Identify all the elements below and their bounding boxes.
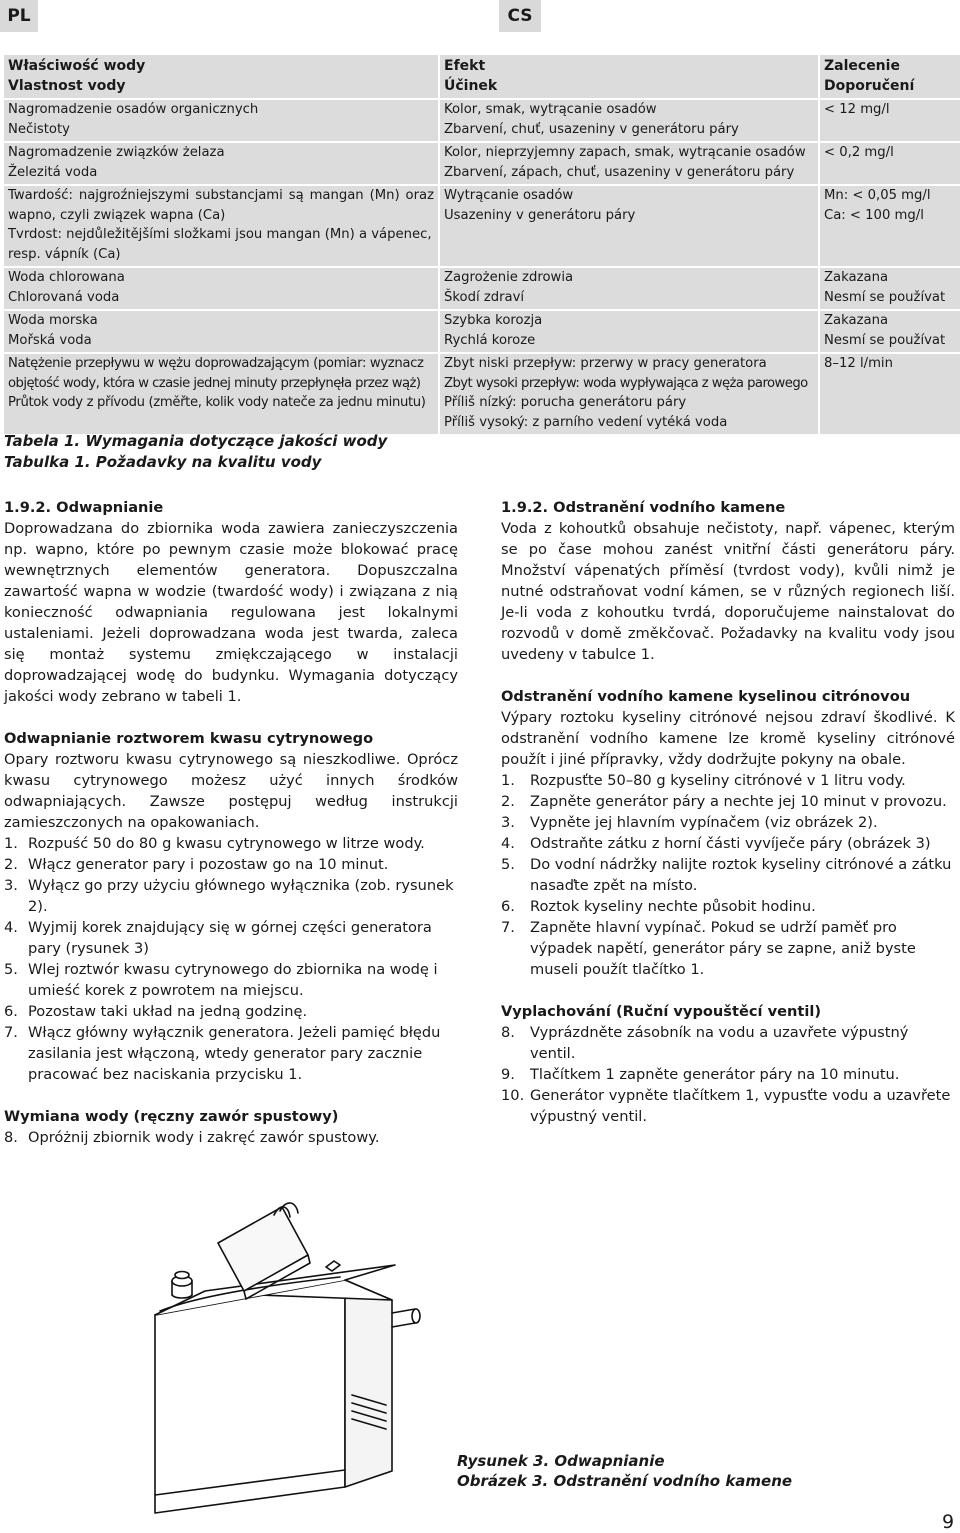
table-cell: Kolor, nieprzyjemny zapach, smak, wytrącanie osadów Zbarvení, zápach, chuť, usazeniny v generátoru páry	[439, 142, 819, 185]
list-item: 2. Zapněte generátor páry a nechte jej 10 minut v provozu.	[501, 793, 947, 810]
table-caption: Tabela 1. Wymagania dotyczące jakości wody Tabulka 1. Požadavky na kvalitu vody	[4, 432, 388, 471]
list-item: 5. Do vodní nádržky nalijte roztok kyseliny citrónové a zátku nasaďte zpět na místo.	[501, 856, 952, 894]
table-cell: Twardość: najgroźniejszymi substancjami są mangan (Mn) oraz wapno, czyli związek wapna (Ca) Tvrdost: nejdůležitějšími složkami jsou mangan (Mn) a vápenec, resp. vápník (Ca)	[4, 185, 439, 267]
subsection-paragraph: Výpary roztoku kyseliny citrónové nejsou zdraví škodlivé. K odstranění vodního kamene lze kromě kyseliny citrónové použít i jiné přípravky, vždy dodržujte pokyny na obale.	[501, 709, 955, 768]
list-item: 8. Vyprázdněte zásobník na vodu a uzavřete výpustný ventil.	[501, 1024, 909, 1062]
table-row	[4, 185, 960, 267]
list-item: 9. Tlačítkem 1 zapněte generátor páry na 10 minutu.	[501, 1066, 900, 1083]
table-cell: Szybka korozja Rychlá koroze	[439, 310, 819, 353]
table-row	[4, 142, 960, 185]
table-cell: Woda morska Mořská voda	[4, 310, 439, 353]
header-water-property: Właściwość wody Vlastnost vody	[4, 55, 439, 99]
intro-paragraph: Voda z kohoutků obsahuje nečistoty, např. vápenec, kterým se po čase mohou zanést vnitřní části generátoru páry. Množství vápenatých příměsí (tvrdost vody), kvůli nimž je nutné odstraňovat vodní kámen, se v různých regionech liší. Je-li voda z kohoutku tvrdá, doporučujeme nainstalovat do rozvodů v domě změkčovač. Požadavky na kvalitu vody jsou uvedeny v tabulce 1.	[501, 520, 955, 663]
list-item: 4. Wyjmij korek znajdujący się w górnej części generatora pary (rysunek 3)	[4, 919, 432, 957]
list-item: 10. Generátor vypněte tlačítkem 1, vypusťte vodu a uzavřete výpustný ventil.	[501, 1087, 951, 1125]
list-item: 6. Roztok kyseliny nechte působit hodinu.	[501, 898, 816, 915]
intro-paragraph: Doprowadzana do zbiornika woda zawiera zanieczyszczenia np. wapno, które po pewnym czasie może blokować pracę wewnętrznych elementów generatora. Dopuszczalna zawartość wapna w wodzie (twardość wody) i związana z nią konieczność odwapniania regulowana jest lokalnymi ustaleniami. Jeżeli doprowadzana woda jest twarda, zaleca się montaż systemu zmiękczającego w instalacji doprowadzającej wodę do budynku. Wymagania dotyczący jakości wody zebrano w tabeli 1.	[4, 520, 458, 705]
list-item: 7. Zapněte hlavní vypínač. Pokud se udrží paměť pro výpadek napětí, generátor páry se zapne, aniž byste museli použít tlačítko 1.	[501, 919, 916, 978]
table-row	[4, 99, 960, 142]
water-quality-table	[4, 55, 960, 436]
list-item: 3. Wyłącz go przy użyciu głównego wyłącznika (zob. rysunek 2).	[4, 877, 454, 915]
table-cell: 8–12 l/min	[819, 353, 960, 435]
steps-list	[4, 1127, 458, 1148]
list-item: 1. Rozpuść 50 do 80 g kwasu cytrynowego w litrze wody.	[4, 835, 425, 852]
subsection-paragraph: Opary roztworu kwasu cytrynowego są nieszkodliwe. Oprócz kwasu cytrynowego możesz użyć innych środków odwapniających. Zawsze postępuj według instrukcji zamieszczonych na opakowaniach.	[4, 751, 458, 831]
table-row	[4, 267, 960, 310]
table-cell: < 0,2 mg/l	[819, 142, 960, 185]
subsection-heading: Odstranění vodního kamene kyselinou citrónovou	[501, 688, 911, 705]
table-cell: Woda chlorowana Chlorovaná voda	[4, 267, 439, 310]
subsection-heading: Vyplachování (Ruční vypouštěcí ventil)	[501, 1003, 822, 1020]
column-czech	[501, 497, 955, 1127]
table-cell: Nagromadzenie związków żelaza Železitá voda	[4, 142, 439, 185]
table-cell: Natężenie przepływu w wężu doprowadzającym (pomiar: wyznacz objętość wody, która w czasie jednej minuty przepłynęła przez wąż) Průtok vody z přívodu (změřte, kolik vody nateče za jednu minutu)	[4, 353, 439, 435]
table-cell: < 12 mg/l	[819, 99, 960, 142]
section-heading: 1.9.2. Odstranění vodního kamene	[501, 499, 786, 516]
list-item: 6. Pozostaw taki układ na jedną godzinę.	[4, 1003, 308, 1020]
steps-list	[501, 1022, 955, 1127]
table-cell: Nagromadzenie osadów organicznych Nečistoty	[4, 99, 439, 142]
section-heading: 1.9.2. Odwapnianie	[4, 499, 164, 516]
steps-list	[4, 833, 458, 1085]
table-cell: Zakazana Nesmí se používat	[819, 267, 960, 310]
list-item: 5. Wlej roztwór kwasu cytrynowego do zbiornika na wodę i umieść korek z powrotem na miejscu.	[4, 961, 438, 999]
list-item: 2. Włącz generator pary i pozostaw go na 10 minut.	[4, 856, 389, 873]
column-polish	[4, 497, 458, 1148]
figure-caption: Rysunek 3. Odwapnianie Obrázek 3. Odstranění vodního kamene	[457, 1452, 793, 1490]
table-row	[4, 310, 960, 353]
table-cell: Kolor, smak, wytrącanie osadów Zbarvení, chuť, usazeniny v generátoru páry	[439, 99, 819, 142]
list-item: 4. Odstraňte zátku z horní části vyvíječe páry (obrázek 3)	[501, 835, 931, 852]
list-item: 7. Włącz główny wyłącznik generatora. Jeżeli pamięć błędu zasilania jest włączoną, wtedy generator pary zacznie pracować bez naciskania przycisku 1.	[4, 1024, 441, 1083]
page-number: 9	[942, 1511, 955, 1533]
table-row	[4, 353, 960, 435]
header-effect: Efekt Účinek	[439, 55, 819, 99]
steam-generator-illustration	[130, 1195, 430, 1515]
table-cell: Zagrożenie zdrowia Škodí zdraví	[439, 267, 819, 310]
language-tab-pl: PL	[0, 0, 38, 32]
steps-list	[501, 770, 955, 980]
table-cell: Zbyt niski przepływ: przerwy w pracy generatora Zbyt wysoki przepływ: woda wypływająca z węża parowego Příliš nízký: porucha generátoru páry Příliš vysoký: z parního vedení vytéká voda	[439, 353, 819, 435]
list-item: 1. Rozpusťte 50–80 g kyseliny citrónové v 1 litru vody.	[501, 772, 906, 789]
subsection-heading: Odwapnianie roztworem kwasu cytrynowego	[4, 730, 374, 747]
table-cell: Wytrącanie osadów Usazeniny v generátoru páry	[439, 185, 819, 267]
subsection-heading: Wymiana wody (ręczny zawór spustowy)	[4, 1108, 339, 1125]
table-header-row	[4, 55, 960, 99]
table-cell: Zakazana Nesmí se používat	[819, 310, 960, 353]
list-item: 8. Opróżnij zbiornik wody i zakręć zawór spustowy.	[4, 1129, 380, 1146]
language-tab-cs: CS	[499, 0, 541, 32]
list-item: 3. Vypněte jej hlavním vypínačem (viz obrázek 2).	[501, 814, 878, 831]
table-cell: Mn: < 0,05 mg/l Ca: < 100 mg/l	[819, 185, 960, 267]
header-recommendation: Zalecenie Doporučení	[819, 55, 960, 99]
